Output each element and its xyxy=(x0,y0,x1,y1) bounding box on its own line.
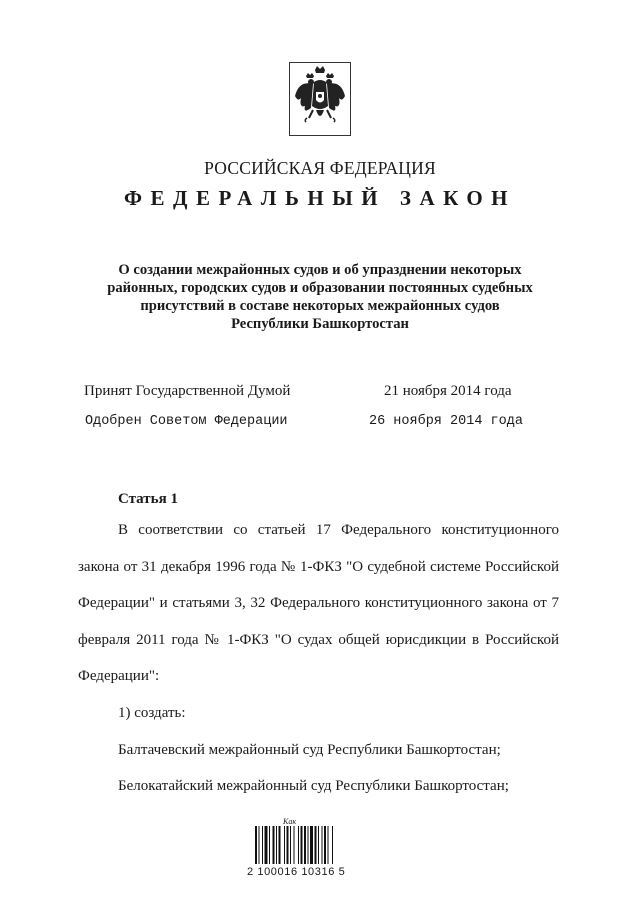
law-title-line: районных, городских судов и образовании постоянных судебных xyxy=(107,280,533,296)
barcode-number: 2 100016 10316 5 xyxy=(247,866,346,878)
law-title-line: О создании межрайонных судов и об упразднении некоторых xyxy=(118,262,522,278)
country-name: РОССИЙСКАЯ ФЕДЕРАЦИЯ xyxy=(204,158,436,178)
article-body xyxy=(78,512,559,805)
approved-label: Одобрен Советом Федерации xyxy=(85,414,288,429)
adopted-label: Принят Государственной Думой xyxy=(84,383,291,399)
article-heading: Статья 1 xyxy=(118,491,178,507)
law-title-line: присутствий в составе некоторых межрайонных судов xyxy=(140,298,500,314)
article-paragraph: В соответствии со статьей 17 Федерального конституционного закона от 31 декабря 1996 года № 1-ФКЗ "О судебной системе Российской Федерации" и статьями 3, 32 Федерального конституционного закона от 7 февраля 2011 года № 1-ФКЗ "О судах общей юрисдикции в Российской Федерации": xyxy=(78,522,559,685)
adopted-date: 21 ноября 2014 года xyxy=(384,383,512,399)
approved-date: 26 ноября 2014 года xyxy=(369,414,523,429)
law-title-line: Республики Башкортостан xyxy=(231,316,409,332)
article-paragraph: Белокатайский межрайонный суд Республики Башкортостан; xyxy=(118,778,509,795)
article-paragraph: 1) создать: xyxy=(118,704,186,721)
law-title xyxy=(90,261,550,333)
article-paragraph: Балтачевский межрайонный суд Республики Башкортостан; xyxy=(118,741,501,758)
coat-of-arms-icon xyxy=(289,62,351,136)
signature: Как xyxy=(283,817,297,826)
document-type: ФЕДЕРАЛЬНЫЙ ЗАКОН xyxy=(124,186,516,210)
